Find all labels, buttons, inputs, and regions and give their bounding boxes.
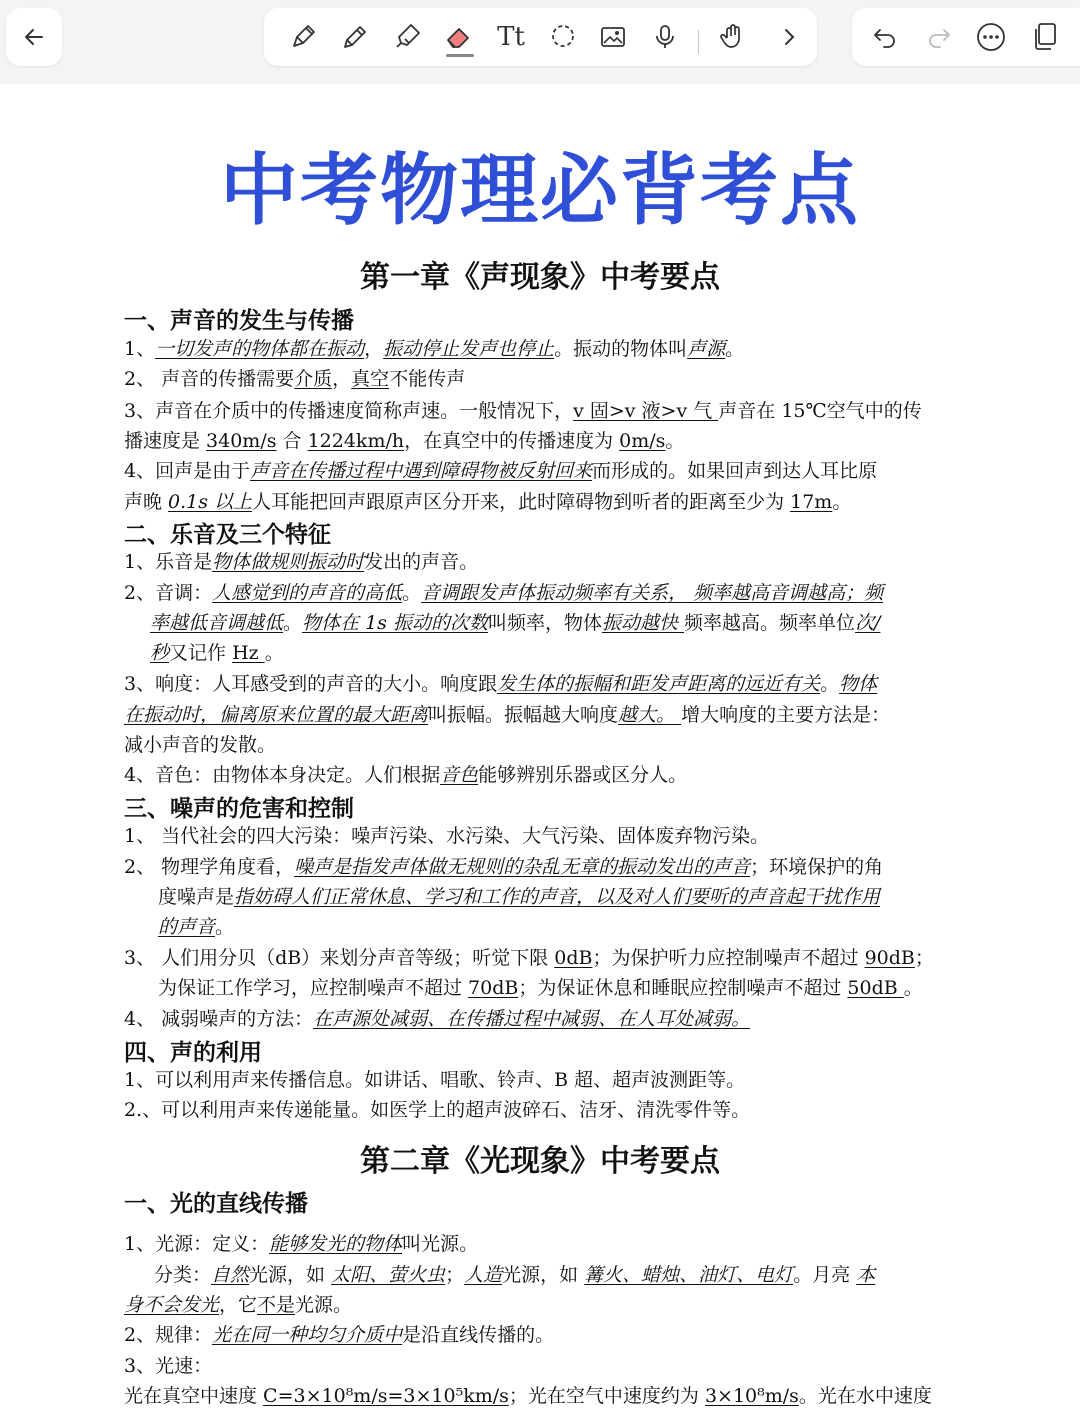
- document-actions: [852, 8, 1080, 66]
- text-line: 为保证工作学习，应控制噪声不超过 70dB；为保证休息和睡眠应控制噪声不超过 50dB 。: [158, 977, 923, 999]
- toolbar-divider: [698, 30, 699, 54]
- more-icon[interactable]: [974, 20, 1008, 54]
- section-heading: 四、声的利用: [124, 1040, 262, 1066]
- text-line: 3、光速：: [124, 1355, 213, 1377]
- text-line: 在振动时，偏离原来位置的最大距离叫振幅。振幅越大响度越大。 增大响度的主要方法是：: [124, 704, 891, 726]
- section-heading: 二、乐音及三个特征: [124, 522, 331, 548]
- text-line: 2、 物理学角度看，噪声是指发声体做无规则的杂乱无章的振动发出的声音；环境保护的角: [124, 856, 884, 878]
- text-line: 2、音调：人感觉到的声音的高低。音调跟发声体振动频率有关系， 频率越高音调越高；频: [124, 582, 884, 604]
- text-line: 3、声音在介质中的传播速度简称声速。一般情况下，v 固>v 液>v 气 声音在 15℃空气中的传: [124, 400, 922, 422]
- arrow-left-icon: [20, 23, 48, 51]
- chapter-heading-1: 第一章《声现象》中考要点: [360, 260, 720, 295]
- chapter-heading-2: 第二章《光现象》中考要点: [360, 1144, 720, 1179]
- text-line: 4、音色：由物体本身决定。人们根据音色能够辨别乐器或区分人。: [124, 764, 688, 786]
- eraser-icon[interactable]: [442, 20, 476, 54]
- pen-icon[interactable]: [286, 20, 320, 54]
- section-heading: 一、光的直线传播: [124, 1191, 308, 1217]
- text-line: 2、规律：光在同一种均匀介质中是沿直线传播的。: [124, 1324, 555, 1346]
- back-button[interactable]: [6, 8, 62, 66]
- text-line: 减小声音的发散。: [124, 734, 277, 756]
- text-tool-label: Tt: [497, 22, 525, 52]
- text-line: 4、 减弱噪声的方法：在声源处减弱、在传播过程中减弱、在人耳处减弱。: [124, 1008, 751, 1030]
- highlighter-icon[interactable]: [390, 20, 424, 54]
- text-line: 光在真空中速度 C=3×10⁸m/s=3×10⁵km/s；光在空气中速度约为 3×10⁸m/s。光在水中速度: [124, 1385, 932, 1407]
- text-line: 的声音。: [158, 916, 235, 938]
- image-icon[interactable]: [596, 20, 630, 54]
- section-heading: 三、噪声的危害和控制: [124, 796, 354, 822]
- active-tool-indicator: [446, 54, 474, 57]
- text-line: 秒又记作 Hz 。: [150, 642, 284, 664]
- text-line: 1、光源：定义：能够发光的物体叫光源。: [124, 1233, 479, 1255]
- text-icon[interactable]: [492, 20, 530, 54]
- text-line: 1、一切发声的物体都在振动，振动停止发声也停止。振动的物体叫声源。: [124, 338, 745, 360]
- text-line: 1、 当代社会的四大污染：噪声污染、水污染、大气污染、固体废弃物污染。: [124, 825, 770, 847]
- text-line: 身不会发光，它不是光源。: [124, 1294, 353, 1316]
- text-line: 率越低音调越低。物体在 1s 振动的次数叫频率，物体振动越快 频率越高。频率单位次/: [150, 612, 881, 634]
- drawing-tools: [264, 8, 817, 66]
- document-title: 中考物理必背考点: [219, 146, 860, 236]
- text-line: 分类：自然光源，如 太阳、萤火虫；人造光源，如 篝火、蜡烛、油灯、电灯。月亮 本: [154, 1264, 876, 1286]
- text-line: 1、可以利用声来传播信息。如讲话、唱歌、铃声、B 超、超声波测距等。: [124, 1069, 746, 1091]
- app-toolbar: [0, 0, 1080, 84]
- text-line: 2.、可以利用声来传递能量。如医学上的超声波碎石、洁牙、清洗零件等。: [124, 1099, 751, 1121]
- undo-icon[interactable]: [870, 22, 900, 52]
- hand-icon[interactable]: [716, 20, 750, 54]
- text-line: 1、乐音是物体做规则振动时发出的声音。: [124, 551, 479, 573]
- text-line: 3、响度：人耳感受到的声音的大小。响度跟发生体的振幅和距发声距离的远近有关。物体: [124, 673, 878, 695]
- text-line: 3、 人们用分贝（dB）来划分声音等级；听觉下限 0dB；为保护听力应控制噪声不超过 90dB；: [124, 947, 934, 969]
- microphone-icon[interactable]: [648, 20, 682, 54]
- text-line: 2、 声音的传播需要介质，真空不能传声: [124, 368, 466, 390]
- pencil-icon[interactable]: [338, 20, 372, 54]
- redo-icon[interactable]: [924, 22, 954, 52]
- text-line: 声晚 0.1s 以上人耳能把回声跟原声区分开来，此时障碍物到听者的距离至少为 17m。: [124, 491, 852, 513]
- text-line: 4、回声是由于声音在传播过程中遇到障碍物被反射回来而形成的。如果回声到达人耳比原: [124, 460, 878, 482]
- lasso-icon[interactable]: [546, 20, 580, 54]
- pages-icon[interactable]: [1028, 20, 1062, 54]
- text-line: 度噪声是指妨碍人们正常休息、学习和工作的声音，以及对人们要听的声音起干扰作用: [158, 886, 881, 908]
- text-line: 播速度是 340m/s 合 1224km/h，在真空中的传播速度为 0m/s。: [124, 430, 685, 452]
- section-heading: 一、声音的发生与传播: [124, 308, 354, 334]
- chevron-right-icon[interactable]: [774, 20, 804, 54]
